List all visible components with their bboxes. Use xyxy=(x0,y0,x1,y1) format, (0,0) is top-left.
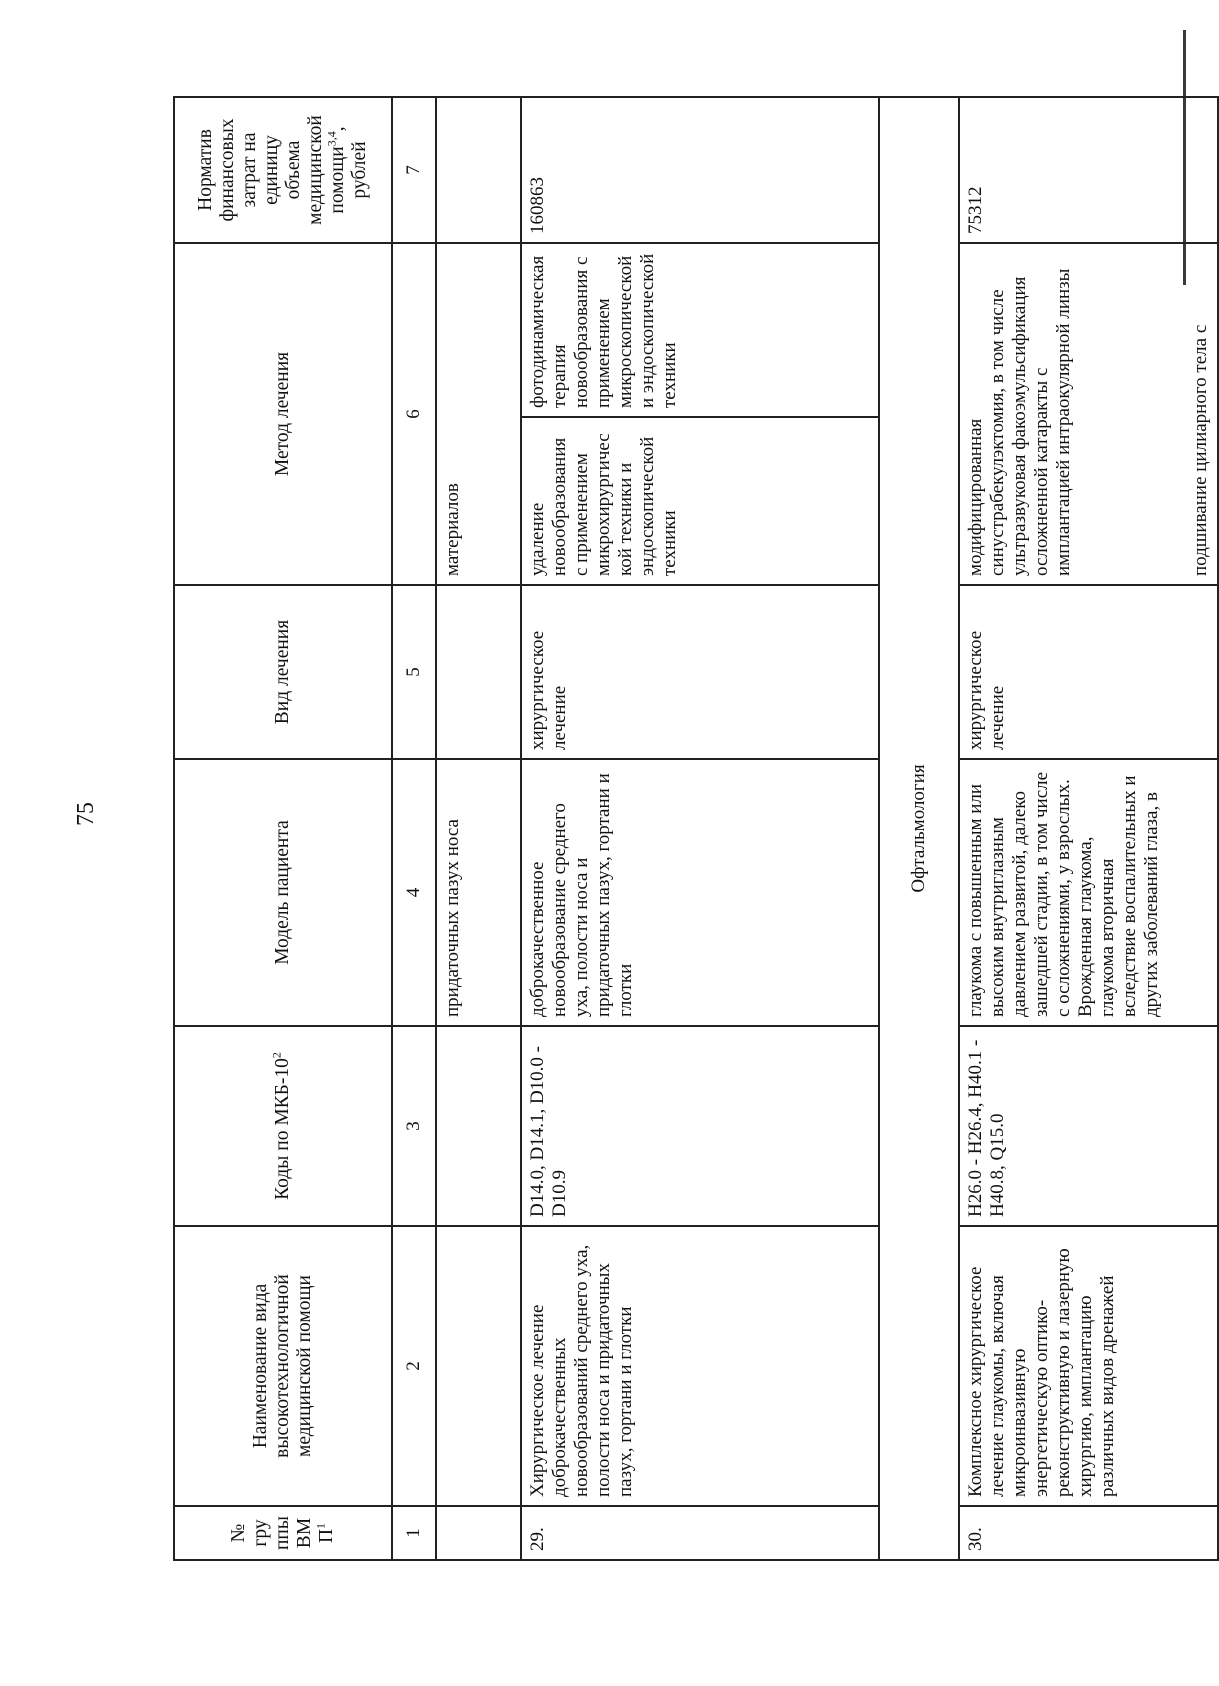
row29-codes: D14.0, D14.1, D10.0 - D10.9 xyxy=(521,1026,879,1226)
table-row-29 xyxy=(521,97,879,1560)
continuation-model: придаточных пазух носа xyxy=(436,759,521,1026)
table-row-30 xyxy=(959,97,1218,1560)
row29-method-2: фотодинамическая терапия новообразования с применением микроскопической и эндоскопической техники xyxy=(521,243,879,417)
continuation-method: материалов xyxy=(436,243,521,585)
header-treatment-type: Вид лечения xyxy=(174,585,392,759)
header-cost: Норматив финансовых затрат на единицу объема медицинской помощи$^{3,4}$, рублей xyxy=(174,97,392,243)
row30-treatment-type: хирургическое лечение xyxy=(959,585,1218,759)
colnum-4: 4 xyxy=(392,759,436,1026)
header-model: Модель пациента xyxy=(174,759,392,1026)
section-title: Офтальмология xyxy=(879,97,959,1560)
row29-cost: 160863 xyxy=(521,97,879,243)
colnum-3: 3 xyxy=(392,1026,436,1226)
row29-group: 29. xyxy=(521,1506,879,1560)
row30-method xyxy=(959,243,1218,585)
colnum-7: 7 xyxy=(392,97,436,243)
continuation-row xyxy=(436,97,521,1560)
rotated-table-container xyxy=(173,98,1211,1561)
row30-cost: 75312 xyxy=(959,97,1218,243)
row30-method-tail: подшивание цилиарного тела с xyxy=(1190,324,1211,576)
row30-method-text: модифицированная синустрабекулэктомия, в том числе ультразвуковая факоэмульсификация осложненной катаракты с имплантацией интраокулярной линзы xyxy=(965,268,1074,576)
row30-codes: H26.0 - H26.4, H40.1 - H40.8, Q15.0 xyxy=(959,1026,1218,1226)
header-codes: Коды по МКБ-$10^2$ xyxy=(174,1026,392,1226)
row30-group: 30. xyxy=(959,1506,1218,1560)
header-row xyxy=(174,97,392,1560)
row30-name: Комплексное хирургическое лечение глаукомы, включая микроинвазивную энергетическую оптико-реконструктивную и лазерную хирургию, имплантацию различных видов дренажей xyxy=(959,1226,1218,1506)
row29-name: Хирургическое лечение доброкачественных новообразований среднего уха, полости носа и придаточных пазух, гортани и глотки xyxy=(521,1226,879,1506)
header-name: Наименование вида высокотехнологичной медицинской помощи xyxy=(174,1226,392,1506)
vmp-table xyxy=(173,96,1219,1561)
row29-treatment-type: хирургическое лечение xyxy=(521,585,879,759)
row29-method-1: удаление новообразования с применением микрохирургической техники и эндоскопической техники xyxy=(521,417,879,585)
row29-model: доброкачественное новообразование среднего уха, полости носа и придаточных пазух, гортани и глотки xyxy=(521,759,879,1026)
row30-model: глаукома с повышенным или высоким внутриглазным давлением развитой, далеко зашедшей стадии, в том числе с осложнениями, у взрослых. Врожденная глаукома, глаукома вторичная вследствие воспалительных и других заболеваний глаза, в xyxy=(959,759,1218,1026)
header-group: № группы ВМП$^1$ xyxy=(174,1506,392,1560)
header-method: Метод лечения xyxy=(174,243,392,585)
colnum-1: 1 xyxy=(392,1506,436,1560)
column-number-row xyxy=(392,97,436,1560)
colnum-6: 6 xyxy=(392,243,436,585)
page-number: 75 xyxy=(73,802,99,826)
colnum-2: 2 xyxy=(392,1226,436,1506)
section-row xyxy=(879,97,959,1560)
colnum-5: 5 xyxy=(392,585,436,759)
